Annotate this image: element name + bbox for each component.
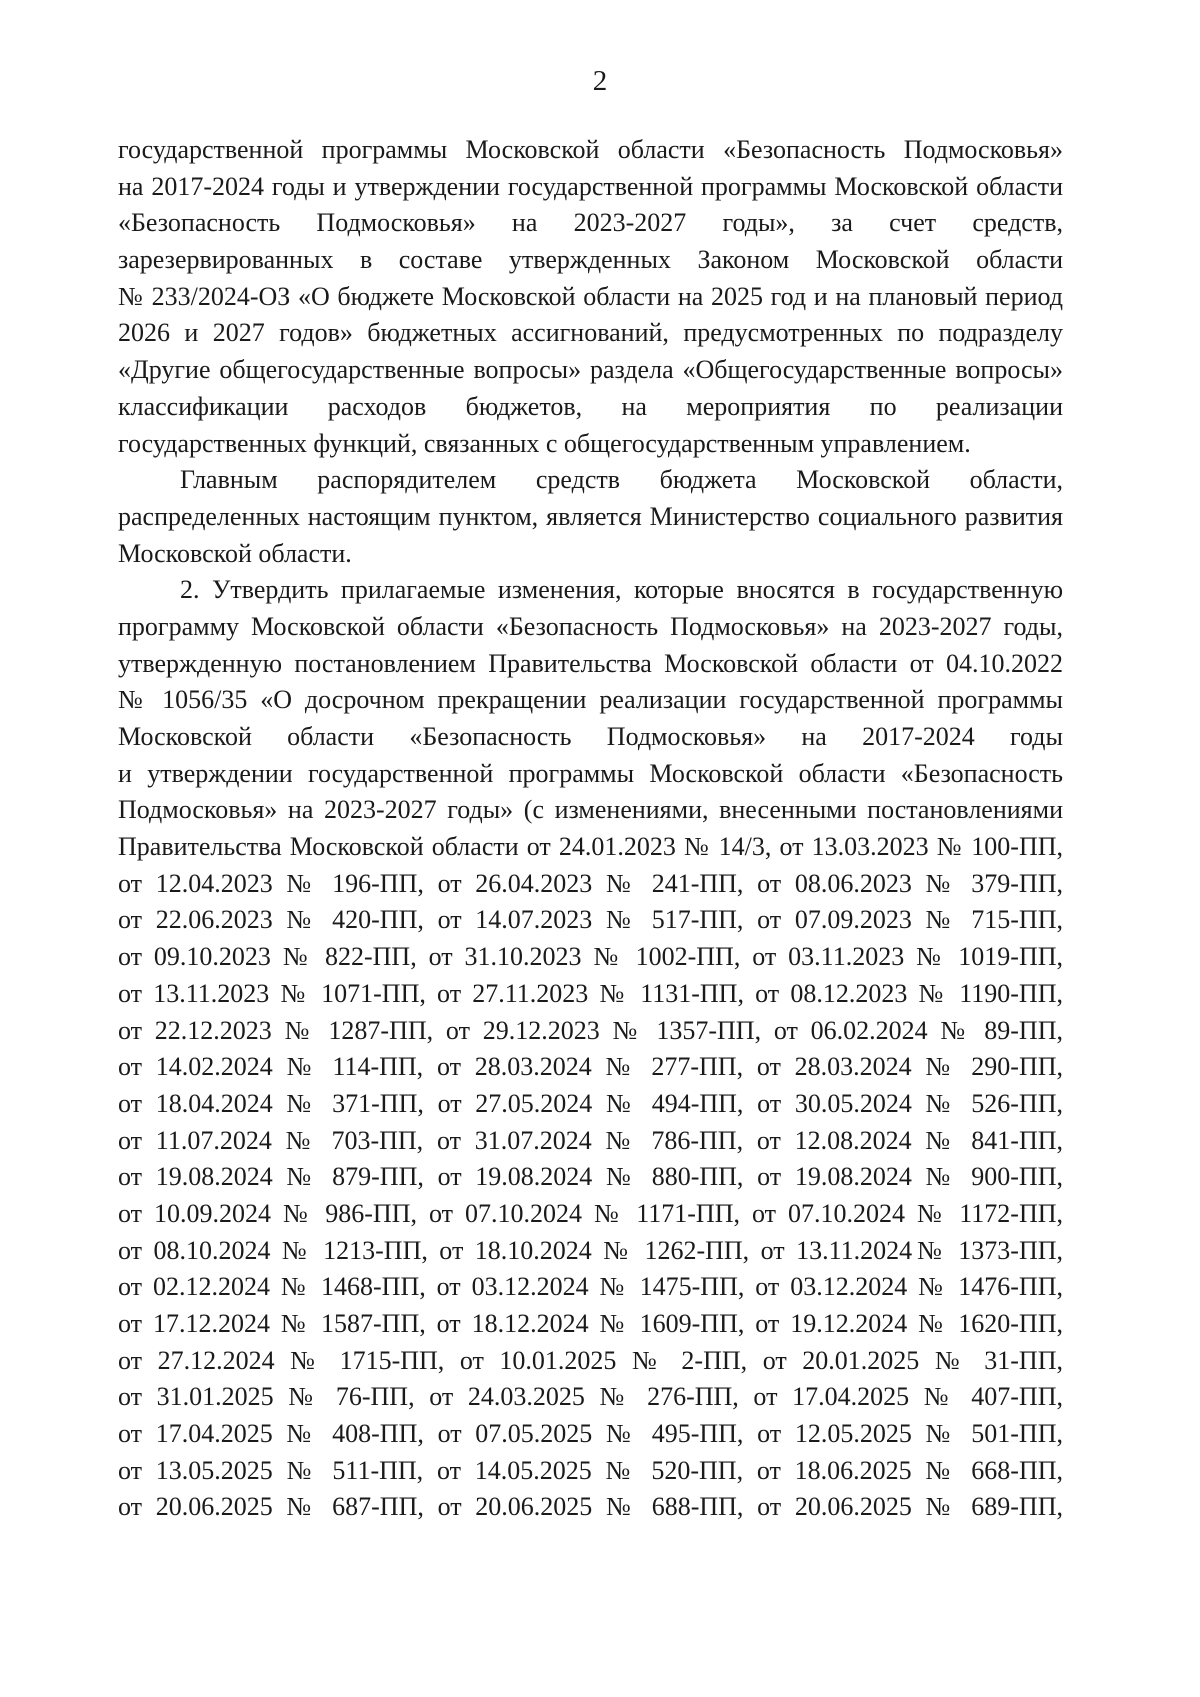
- text-line: распределенных настоящим пунктом, является Министерство социального развития: [118, 501, 1063, 531]
- text-line: программу Московской области «Безопасность Подмосковья» на 2023-2027 годы,: [118, 611, 1063, 641]
- text-line: классификации расходов бюджетов, на мероприятия по реализации: [118, 391, 1063, 421]
- page-number: 2: [592, 65, 608, 97]
- text-line: от 08.10.2024 № 1213-ПП, от 18.10.2024 № 1262-ПП, от 13.11.2024№ 1373-ПП,: [118, 1235, 1063, 1265]
- text-line: государственных функций, связанных с общегосударственным управлением.: [118, 428, 971, 458]
- text-line: на 2017-2024 годы и утверждении государственной программы Московской области: [118, 171, 1063, 201]
- text-line: от 10.09.2024 № 986-ПП, от 07.10.2024 № 1171-ПП, от 07.10.2024 № 1172-ПП,: [118, 1198, 1063, 1228]
- text-line: от 17.04.2025 № 408-ПП, от 07.05.2025 № 495-ПП, от 12.05.2025 № 501-ПП,: [118, 1419, 1063, 1449]
- text-line: Правительства Московской области от 24.01.2023 № 14/3, от 13.03.2023 № 100-ПП,: [118, 832, 1063, 862]
- text-line: Московской области «Безопасность Подмосковья» на 2017-2024 годы: [118, 722, 1063, 751]
- text-line: Главным распорядителем средств бюджета Московской области,: [180, 465, 1063, 495]
- text-line: зарезервированных в составе утвержденных Законом Московской области: [118, 245, 1063, 275]
- text-line: от 11.07.2024 № 703-ПП, от 31.07.2024 № 786-ПП, от 12.08.2024 № 841-ПП,: [118, 1125, 1063, 1155]
- text-line: от 17.12.2024 № 1587-ПП, от 18.12.2024 № 1609-ПП, от 19.12.2024 № 1620-ПП,: [118, 1309, 1063, 1338]
- text-line: от 09.10.2023 № 822-ПП, от 31.10.2023 № 1002-ПП, от 03.11.2023 № 1019-ПП,: [118, 942, 1063, 972]
- text-line: от 22.12.2023 № 1287-ПП, от 29.12.2023 № 1357-ПП, от 06.02.2024 № 89-ПП,: [118, 1015, 1063, 1045]
- text-line: утвержденную постановлением Правительства Московской области от 04.10.2022: [118, 648, 1063, 678]
- text-line: государственной программы Московской области «Безопасность Подмосковья»: [118, 135, 1063, 164]
- text-line: Подмосковья» на 2023-2027 годы» (с изменениями, внесенными постановлениями: [118, 795, 1063, 825]
- text-line: от 02.12.2024 № 1468-ПП, от 03.12.2024 № 1475-ПП, от 03.12.2024 № 1476-ПП,: [118, 1272, 1063, 1302]
- text-line: от 20.06.2025 № 687-ПП, от 20.06.2025 № 688-ПП, от 20.06.2025 № 689-ПП,: [118, 1492, 1063, 1522]
- text-line: от 18.04.2024 № 371-ПП, от 27.05.2024 № 494-ПП, от 30.05.2024 № 526-ПП,: [118, 1088, 1063, 1118]
- text-line: от 13.11.2023 № 1071-ПП, от 27.11.2023 № 1131-ПП, от 08.12.2023 № 1190-ПП,: [118, 978, 1063, 1008]
- text-line: от 14.02.2024 № 114-ПП, от 28.03.2024 № 277-ПП, от 28.03.2024 № 290-ПП,: [118, 1052, 1063, 1082]
- text-line: от 12.04.2023 № 196-ПП, от 26.04.2023 № 241-ПП, от 08.06.2023 № 379-ПП,: [118, 868, 1063, 898]
- text-line: от 13.05.2025 № 511-ПП, от 14.05.2025 № 520-ПП, от 18.06.2025 № 668-ПП,: [118, 1455, 1063, 1485]
- text-line: от 27.12.2024 № 1715-ПП, от 10.01.2025 № 2-ПП, от 20.01.2025 № 31-ПП,: [118, 1345, 1063, 1375]
- text-line: № 1056/35 «О досрочном прекращении реализации государственной программы: [118, 685, 1063, 715]
- text-line: 2. Утвердить прилагаемые изменения, которые вносятся в государственную: [180, 575, 1063, 605]
- text-line: и утверждении государственной программы Московской области «Безопасность: [118, 758, 1063, 788]
- text-line: от 31.01.2025 № 76-ПП, от 24.03.2025 № 276-ПП, от 17.04.2025 № 407-ПП,: [118, 1382, 1063, 1412]
- text-line: «Другие общегосударственные вопросы» раздела «Общегосударственные вопросы»: [118, 355, 1063, 385]
- text-line: от 22.06.2023 № 420-ПП, от 14.07.2023 № 517-ПП, от 07.09.2023 № 715-ПП,: [118, 905, 1063, 935]
- text-line: «Безопасность Подмосковья» на 2023-2027 годы», за счет средств,: [118, 208, 1063, 238]
- text-line: 2026 и 2027 годов» бюджетных ассигнований, предусмотренных по подразделу: [118, 318, 1063, 348]
- document-body: [118, 132, 1063, 1526]
- text-line: от 19.08.2024 № 879-ПП, от 19.08.2024 № 880-ПП, от 19.08.2024 № 900-ПП,: [118, 1162, 1063, 1192]
- text-line: № 233/2024-ОЗ «О бюджете Московской области на 2025 год и на плановый период: [118, 281, 1063, 311]
- text-line: Московской области.: [118, 538, 352, 568]
